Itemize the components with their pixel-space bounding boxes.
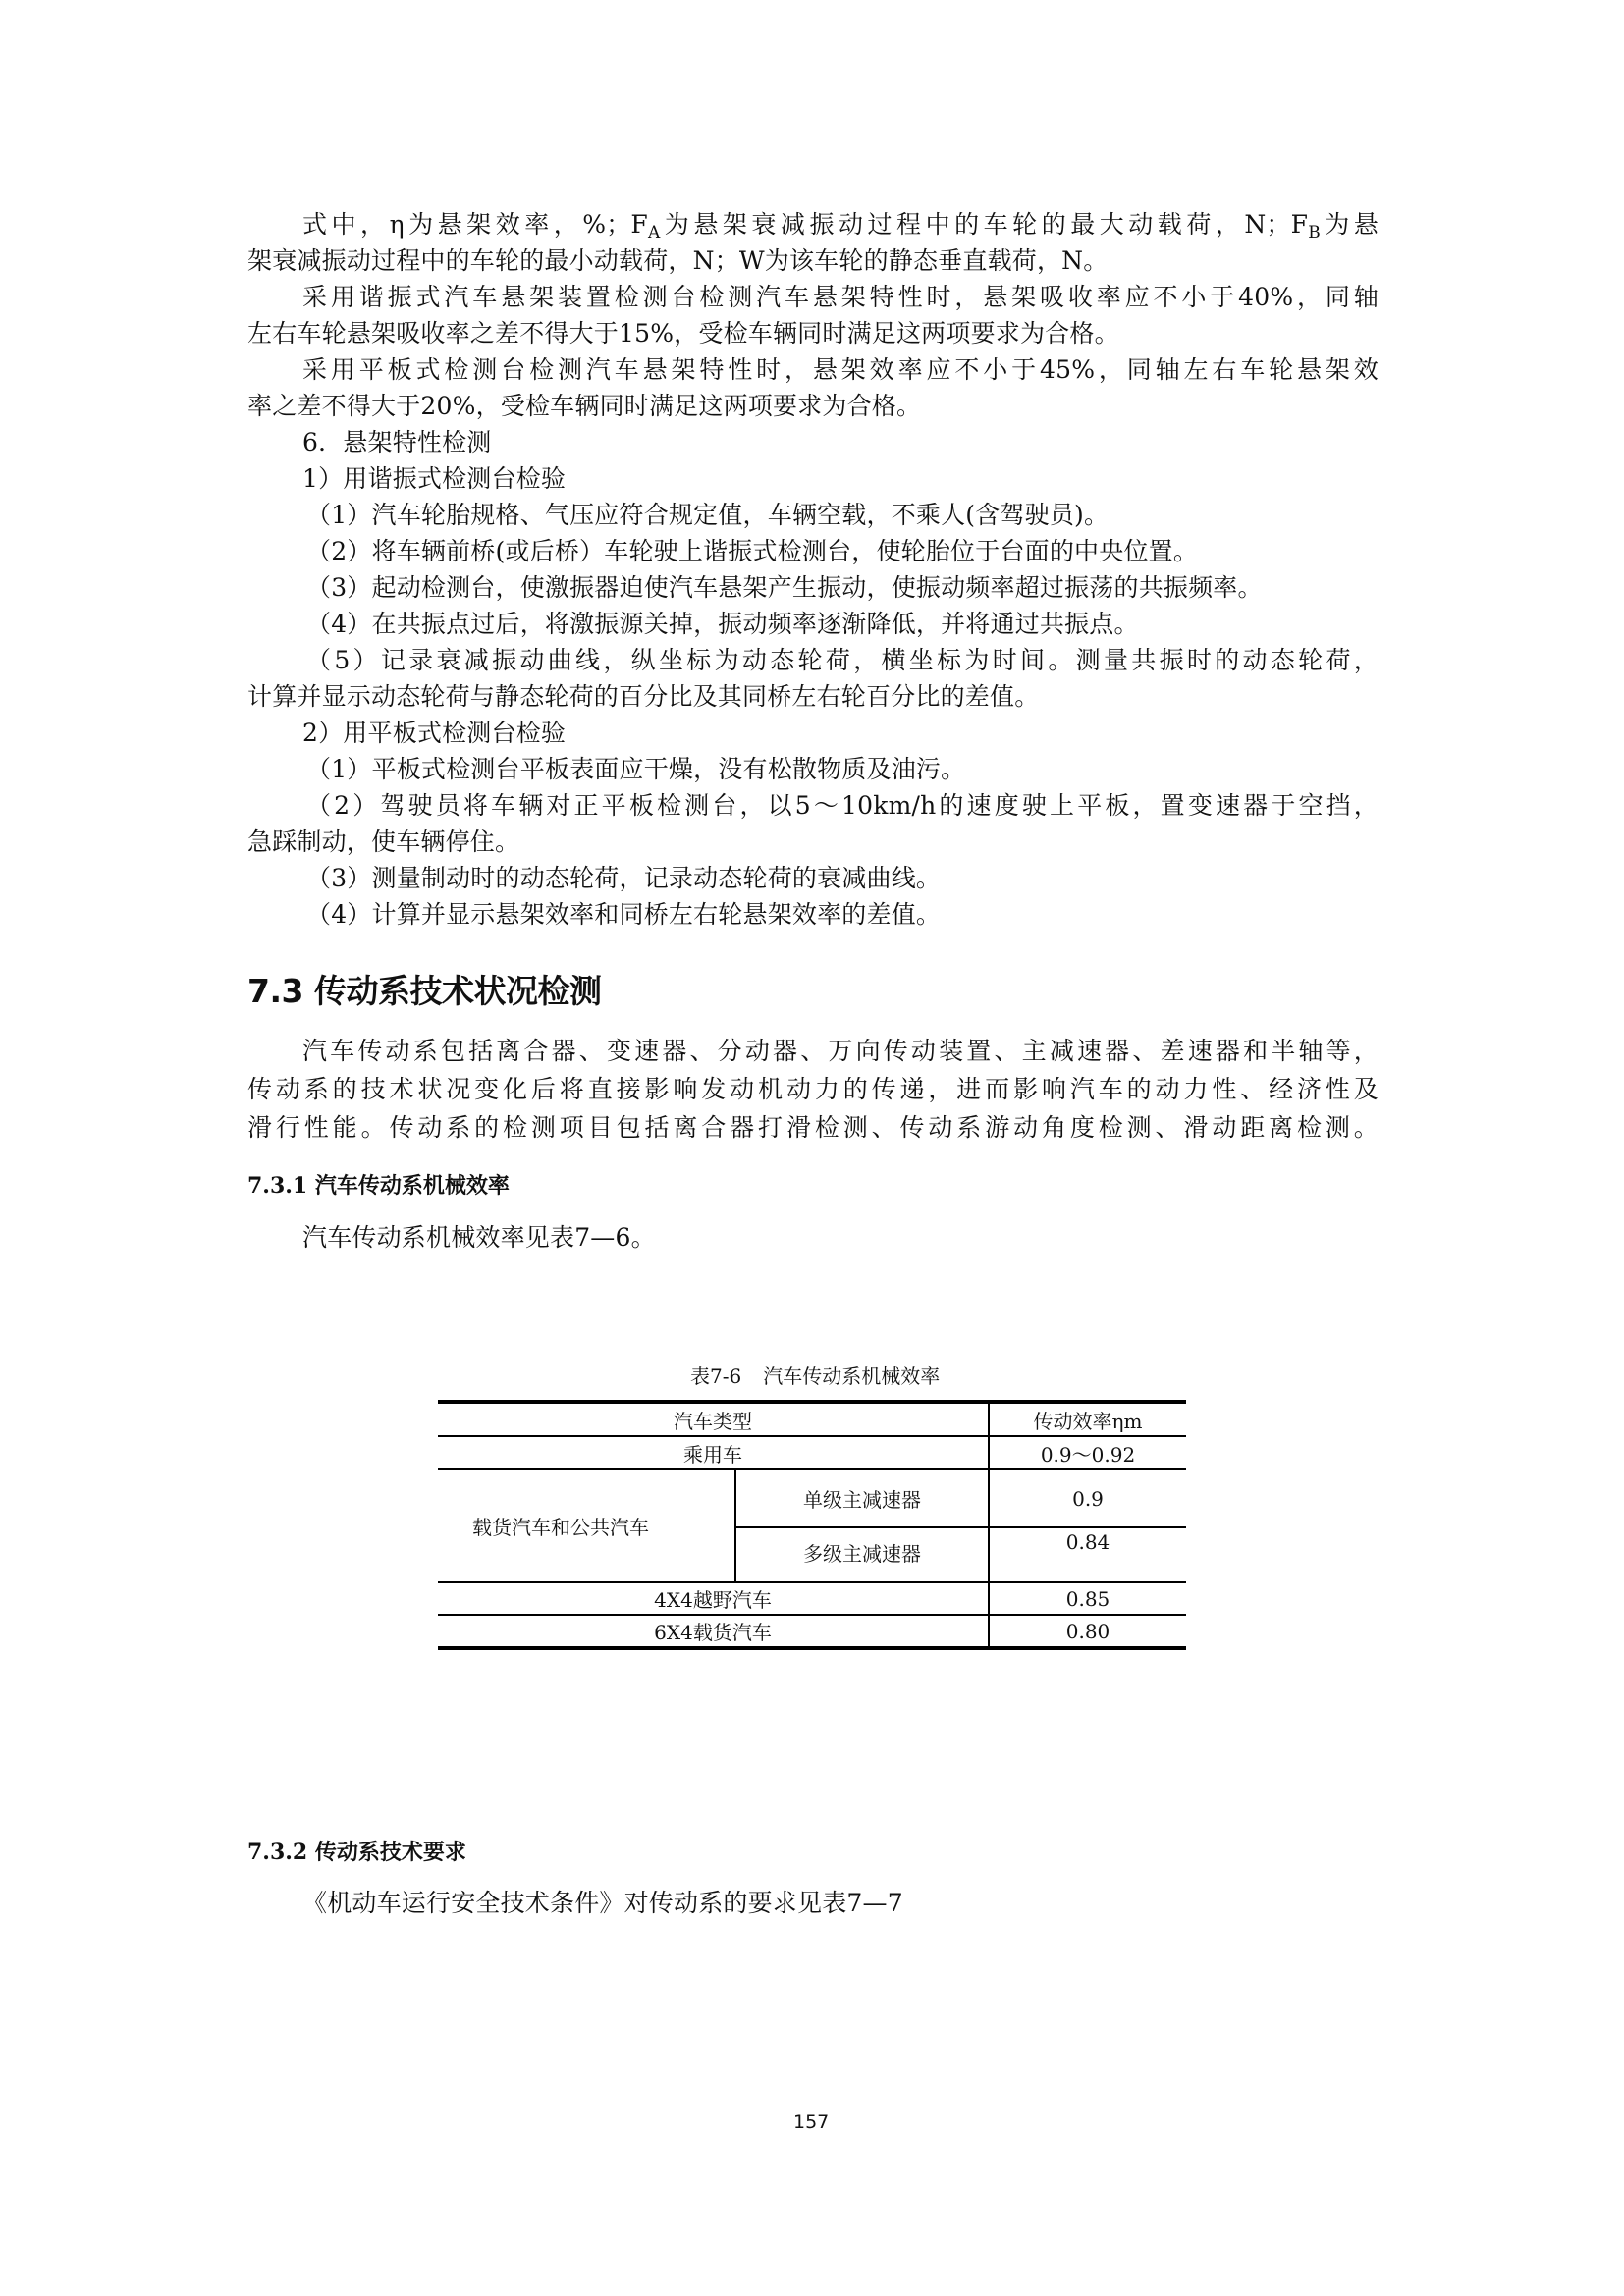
method-1-step-2: （2）将车辆前桥(或后桥）车轮驶上谐振式检测台，使轮胎位于台面的中央位置。 bbox=[306, 537, 1199, 565]
subscript-b: B bbox=[1308, 223, 1321, 242]
method-2-title: 2）用平板式检测台检验 bbox=[302, 719, 567, 747]
method-1-step-5-line-2: 计算并显示动态轮荷与静态轮荷的百分比及其同桥左右轮百分比的差值。 bbox=[247, 682, 1040, 711]
resonance-requirement-line-1: 采用谐振式汽车悬架装置检测台检测汽车悬架特性时，悬架吸收率应不小于40%，同轴 bbox=[302, 283, 1379, 311]
method-1-step-1: （1）汽车轮胎规格、气压应符合规定值，车辆空载，不乘人(含驾驶员)。 bbox=[306, 501, 1110, 529]
section-7-3-1-text: 汽车传动系机械效率见表7—6。 bbox=[302, 1223, 656, 1252]
table-caption bbox=[690, 1363, 940, 1389]
header-vehicle-type: 汽车类型 bbox=[438, 1402, 989, 1436]
method-1-title: 1）用谐振式检测台检验 bbox=[302, 464, 567, 493]
table-row bbox=[438, 1469, 1186, 1527]
section-7-3-1-heading: 7.3.1 汽车传动系机械效率 bbox=[247, 1173, 510, 1199]
formula-note-line-2: 架衰减振动过程中的车轮的最小动载荷，N；W为该车轮的静态垂直载荷，N。 bbox=[247, 246, 1109, 275]
cell-vehicle-type: 6X4载货汽车 bbox=[438, 1615, 989, 1648]
method-1-step-3: （3）起动检测台，使激振器迫使汽车悬架产生振动，使振动频率超过振荡的共振频率。 bbox=[306, 573, 1263, 602]
section-7-3-para-line-1: 汽车传动系包括离合器、变速器、分动器、万向传动装置、主减速器、差速器和半轴等， bbox=[302, 1037, 1379, 1065]
cell-efficiency: 0.84 bbox=[989, 1527, 1186, 1582]
text-fragment: 式中，η为悬架效率，%；F bbox=[302, 210, 648, 239]
efficiency-table bbox=[438, 1400, 1186, 1650]
method-2-step-3: （3）测量制动时的动态轮荷，记录动态轮荷的衰减曲线。 bbox=[306, 864, 942, 892]
table-row bbox=[438, 1436, 1186, 1469]
table-row bbox=[438, 1615, 1186, 1648]
table-number: 表7-6 bbox=[690, 1364, 742, 1388]
plate-requirement-line-1: 采用平板式检测台检测汽车悬架特性时，悬架效率应不小于45%，同轴左右车轮悬架效 bbox=[302, 355, 1379, 384]
table-header-row bbox=[438, 1402, 1186, 1436]
cell-efficiency: 0.85 bbox=[989, 1582, 1186, 1615]
section-6-title: 6．悬架特性检测 bbox=[302, 428, 492, 456]
cell-vehicle-type-group: 载货汽车和公共汽车 bbox=[438, 1469, 735, 1582]
cell-efficiency: 0.80 bbox=[989, 1615, 1186, 1648]
cell-vehicle-type: 乘用车 bbox=[438, 1436, 989, 1469]
cell-efficiency: 0.9 bbox=[989, 1469, 1186, 1527]
method-2-step-2-line-1: （2）驾驶员将车辆对正平板检测台，以5～10km/h的速度驶上平板，置变速器于空挡， bbox=[306, 791, 1379, 820]
cell-sub-type: 单级主减速器 bbox=[735, 1469, 989, 1527]
table-row bbox=[438, 1582, 1186, 1615]
section-7-3-2-heading: 7.3.2 传动系技术要求 bbox=[247, 1840, 466, 1865]
text-fragment: 为悬 bbox=[1320, 210, 1379, 239]
resonance-requirement-line-2: 左右车轮悬架吸收率之差不得大于15%，受检车辆同时满足这两项要求为合格。 bbox=[247, 319, 1119, 347]
header-efficiency: 传动效率ηm bbox=[989, 1402, 1186, 1436]
method-1-step-5-line-1: （5）记录衰减振动曲线，纵坐标为动态轮荷，横坐标为时间。测量共振时的动态轮荷， bbox=[306, 646, 1379, 674]
method-1-step-4: （4）在共振点过后，将激振源关掉，振动频率逐渐降低，并将通过共振点。 bbox=[306, 610, 1139, 638]
text-fragment: 为悬架衰减振动过程中的车轮的最大动载荷，N；F bbox=[660, 210, 1309, 239]
method-2-step-1: （1）平板式检测台平板表面应干燥，没有松散物质及油污。 bbox=[306, 755, 966, 783]
subscript-a: A bbox=[647, 223, 661, 242]
section-7-3-para-line-2: 传动系的技术状况变化后将直接影响发动机动力的传递，进而影响汽车的动力性、经济性及 bbox=[247, 1075, 1379, 1103]
method-2-step-4: （4）计算并显示悬架效率和同桥左右轮悬架效率的差值。 bbox=[306, 900, 942, 929]
method-2-step-2-line-2: 急踩制动，使车辆停住。 bbox=[247, 828, 520, 856]
cell-sub-type: 多级主减速器 bbox=[735, 1527, 989, 1582]
table-title: 汽车传动系机械效率 bbox=[763, 1364, 941, 1388]
cell-vehicle-type: 4X4越野汽车 bbox=[438, 1582, 989, 1615]
section-7-3-2-text: 《机动车运行安全技术条件》对传动系的要求见表7—7 bbox=[302, 1889, 903, 1917]
section-7-3-para-line-3: 滑行性能。传动系的检测项目包括离合器打滑检测、传动系游动角度检测、滑动距离检测。 bbox=[247, 1113, 1379, 1142]
cell-efficiency: 0.9～0.92 bbox=[989, 1436, 1186, 1469]
formula-note-line-1 bbox=[302, 206, 1379, 242]
section-7-3-heading: 7.3 传动系技术状况检测 bbox=[247, 972, 602, 1010]
page-number: 157 bbox=[793, 2111, 830, 2133]
plate-requirement-line-2: 率之差不得大于20%，受检车辆同时满足这两项要求为合格。 bbox=[247, 392, 922, 420]
